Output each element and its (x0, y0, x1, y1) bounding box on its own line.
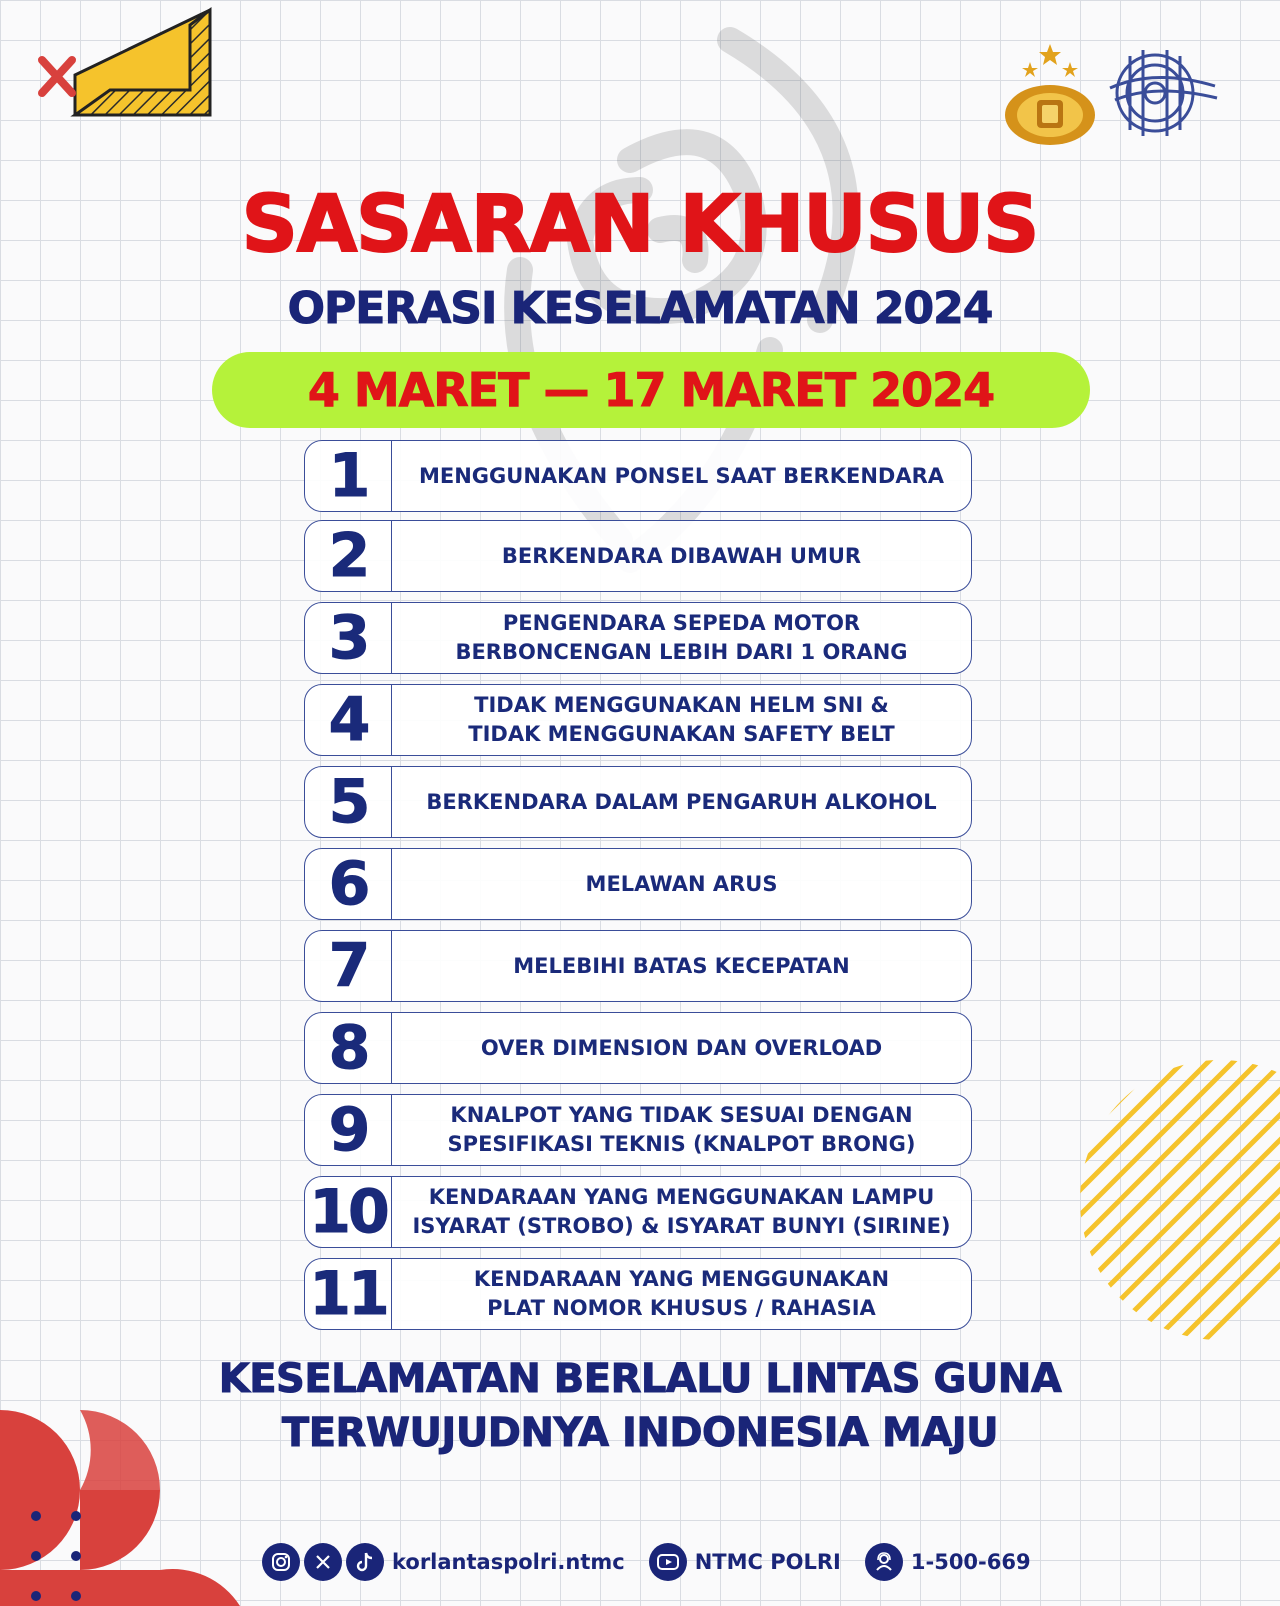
item-text: KENDARAAN YANG MENGGUNAKAN PLAT NOMOR KHUSUS / RAHASIA (473, 1267, 890, 1320)
item-number: 2 (305, 521, 392, 591)
social-handle[interactable]: korlantaspolri.ntmc (392, 1550, 625, 1574)
list-item (304, 520, 972, 592)
list-item (304, 1094, 972, 1166)
call-center-icon[interactable] (865, 1543, 903, 1581)
list-item (304, 930, 972, 1002)
item-number: 7 (305, 931, 392, 1001)
list-item (304, 1258, 972, 1330)
item-text: BERKENDARA DIBAWAH UMUR (501, 543, 862, 568)
item-text: KNALPOT YANG TIDAK SESUAI DENGAN SPESIFIKASI TEKNIS (KNALPOT BRONG) (447, 1103, 916, 1156)
page-subtitle: OPERASI KESELAMATAN 2024 (287, 283, 993, 334)
social-bar (262, 1540, 1055, 1584)
item-number: 1 (305, 441, 392, 511)
stripe-circle-decoration (1060, 1050, 1280, 1350)
tagline-line-1: KESELAMATAN BERLALU LINTAS GUNA (218, 1356, 1062, 1402)
item-text: TIDAK MENGGUNAKAN HELM SNI & TIDAK MENGGUNAKAN SAFETY BELT (468, 693, 895, 746)
item-text: MELEBIHI BATAS KECEPATAN (513, 953, 850, 978)
item-text: MENGGUNAKAN PONSEL SAAT BERKENDARA (418, 463, 945, 488)
list-item (304, 848, 972, 920)
instagram-icon[interactable] (262, 1543, 300, 1581)
korlantas-logo (1105, 38, 1225, 148)
item-number: 6 (305, 849, 392, 919)
tiktok-icon[interactable] (346, 1543, 384, 1581)
page-title: SASARAN KHUSUS (241, 180, 1039, 270)
item-number: 11 (305, 1259, 392, 1329)
item-number: 9 (305, 1095, 392, 1165)
youtube-icon[interactable] (649, 1543, 687, 1581)
item-text: BERKENDARA DALAM PENGARUH ALKOHOL (426, 789, 937, 814)
tagline-line-2: TERWUJUDNYA INDONESIA MAJU (281, 1410, 999, 1456)
corner-decoration (30, 5, 220, 120)
polri-emblem-logo (995, 40, 1105, 150)
list-item (304, 602, 972, 674)
item-number: 10 (305, 1177, 392, 1247)
red-shapes-decoration (0, 1410, 270, 1606)
list-item (304, 1012, 972, 1084)
list-item (304, 1176, 972, 1248)
date-range-badge: 4 MARET — 17 MARET 2024 (212, 352, 1090, 428)
item-text: PENGENDARA SEPEDA MOTOR BERBONCENGAN LEBIH DARI 1 ORANG (455, 611, 908, 664)
item-text: MELAWAN ARUS (585, 871, 778, 896)
item-number: 5 (305, 767, 392, 837)
youtube-channel[interactable]: NTMC POLRI (694, 1550, 841, 1574)
list-item (304, 440, 972, 512)
item-number: 8 (305, 1013, 392, 1083)
item-text: KENDARAAN YANG MENGGUNAKAN LAMPU ISYARAT (STROBO) & ISYARAT BUNYI (SIRINE) (412, 1185, 951, 1238)
item-number: 4 (305, 685, 392, 755)
list-item (304, 766, 972, 838)
item-text: OVER DIMENSION DAN OVERLOAD (480, 1035, 883, 1060)
phone-number[interactable]: 1-500-669 (910, 1550, 1031, 1574)
item-number: 3 (305, 603, 392, 673)
red-x-icon (42, 60, 72, 93)
x-icon[interactable] (304, 1543, 342, 1581)
list-item (304, 684, 972, 756)
